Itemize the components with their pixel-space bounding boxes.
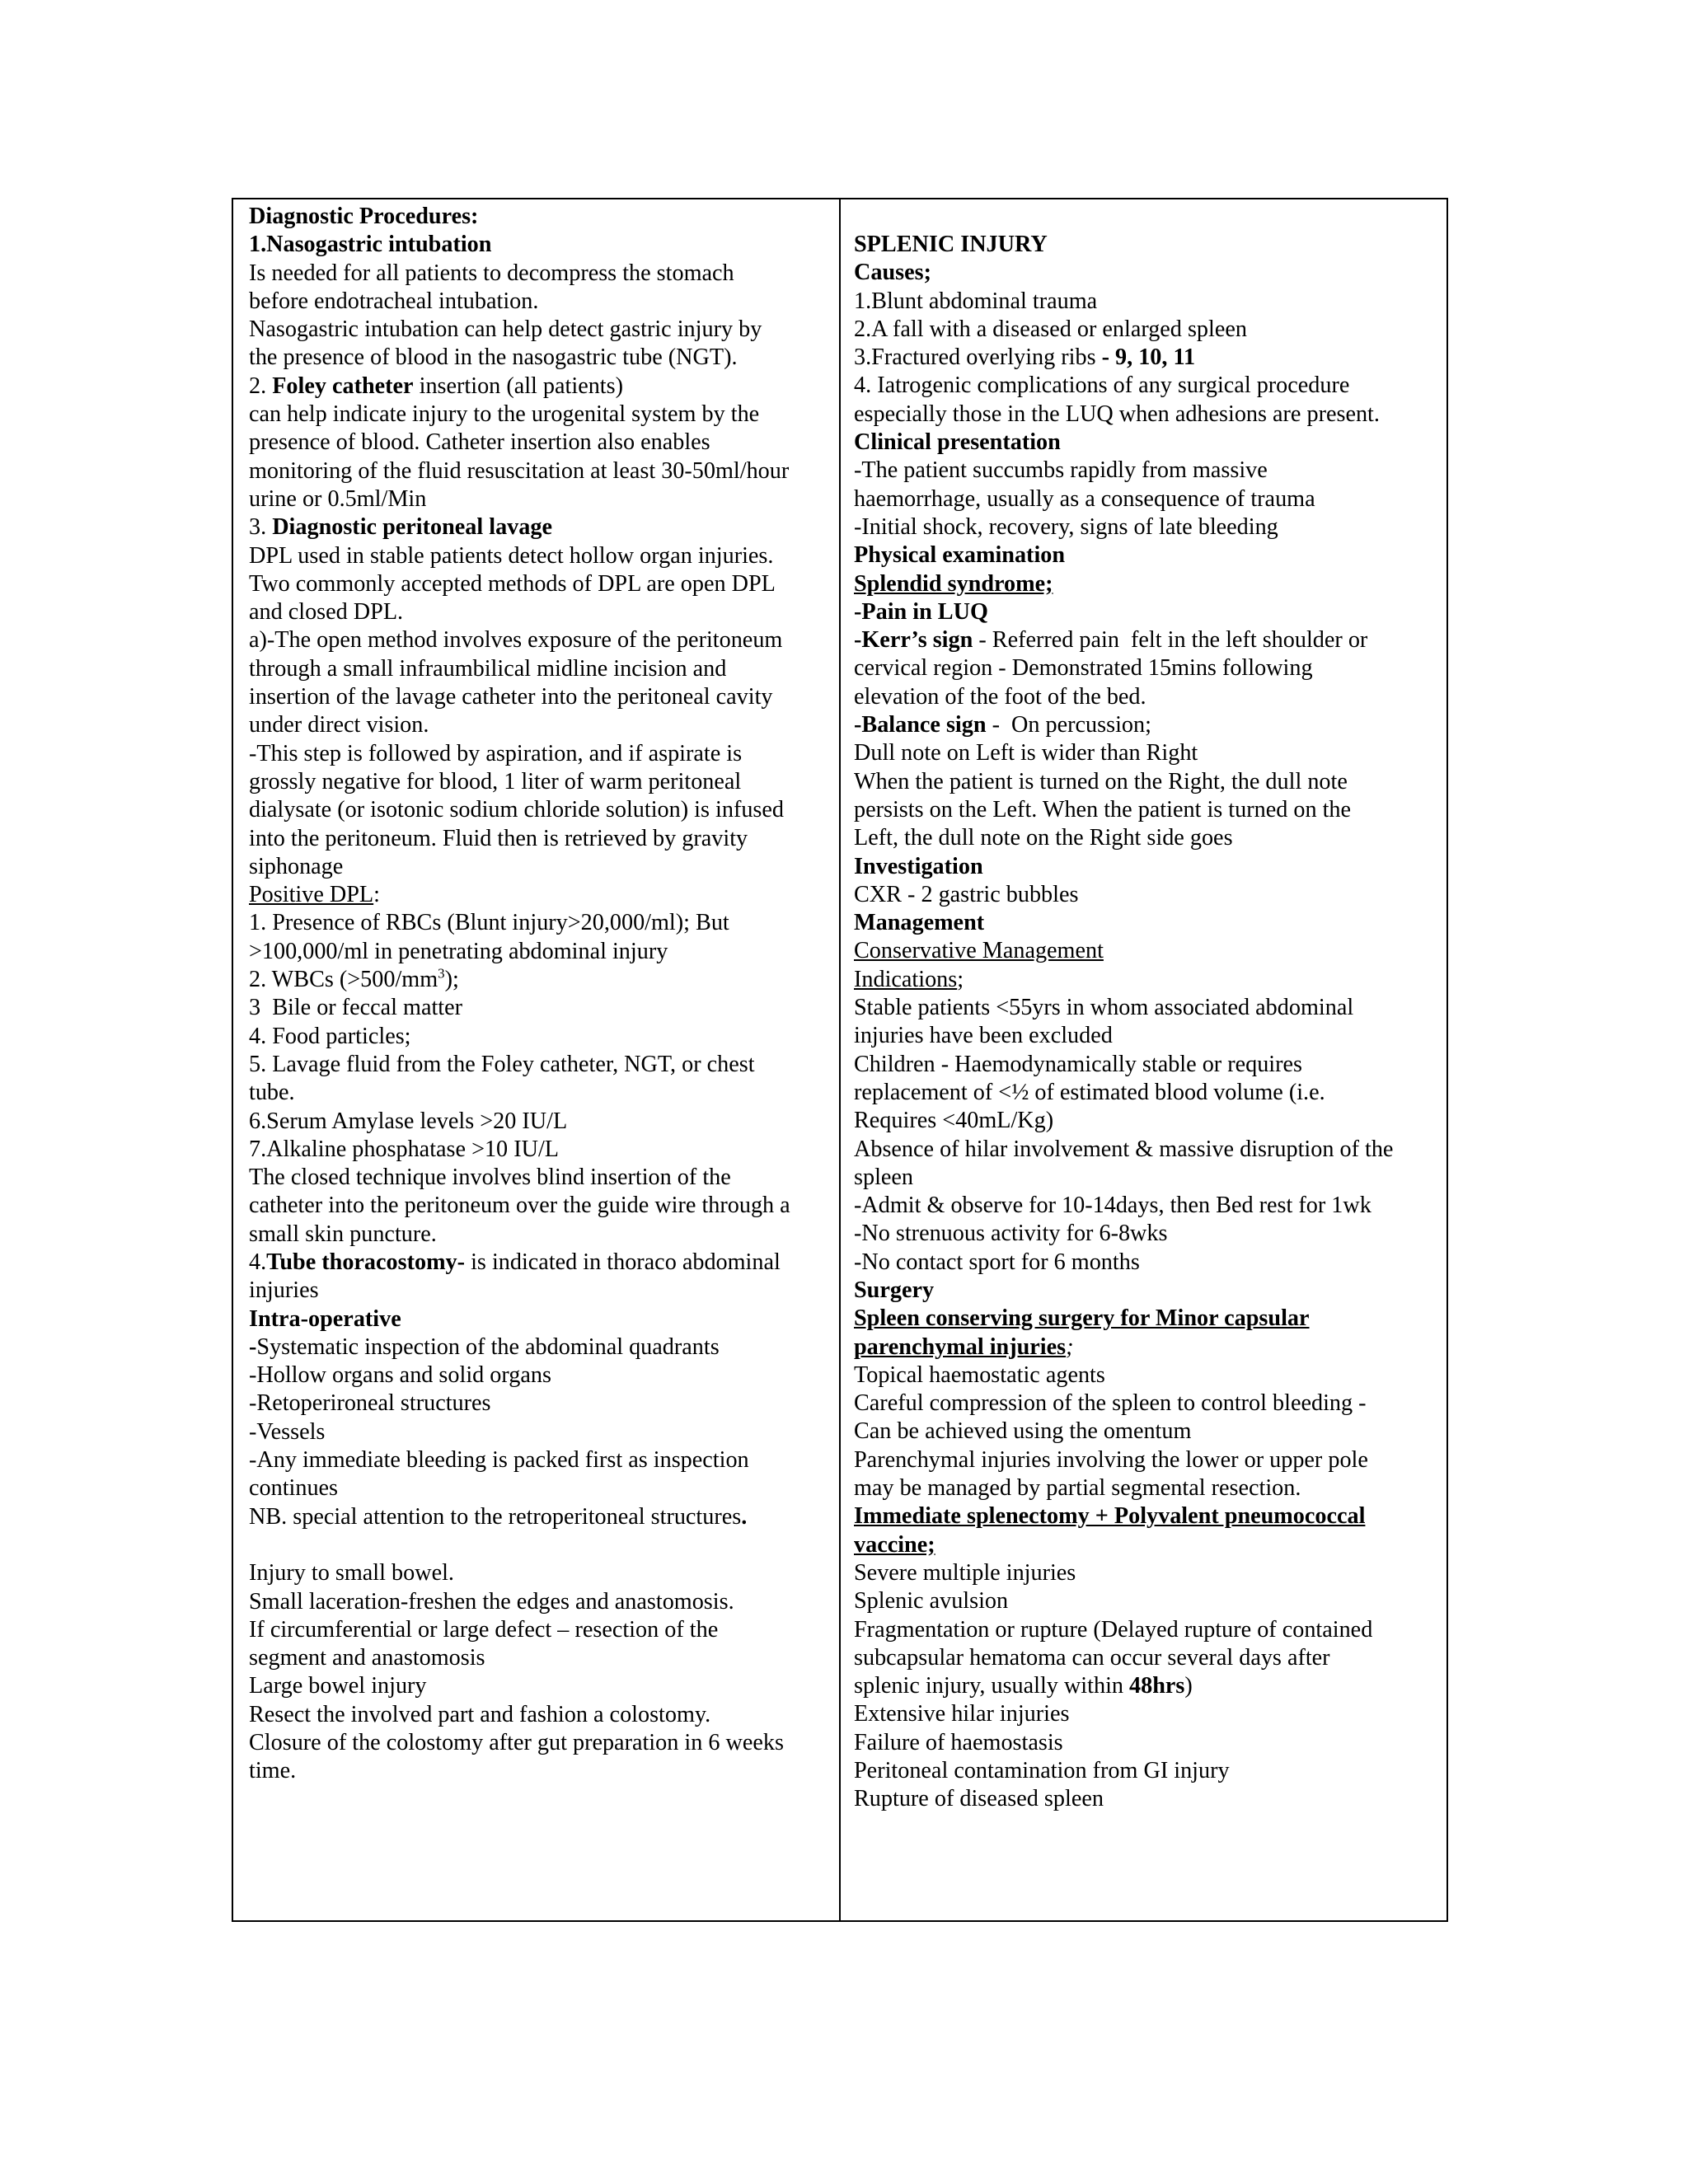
splenectomy-item: subcapsular hematoma can occur several days after <box>854 1644 1330 1671</box>
dpl-text: grossly negative for blood, 1 liter of warm peritoneal <box>249 768 742 794</box>
cause-item: 3.Fractured overlying ribs - 9, 10, 11 <box>854 344 1196 371</box>
bowel-injury-text: If circumferential or large defect – resection of the <box>249 1616 719 1643</box>
dpl-text: insertion of the lavage catheter into the peritoneal cavity <box>249 684 773 710</box>
ngt-text: Nasogastric intubation can help detect gastric injury by <box>249 316 762 343</box>
bowel-injury-text: segment and anastomosis <box>249 1645 485 1671</box>
dpl-text: through a small infraumbilical midline incision and <box>249 655 727 682</box>
balance-sign-text: Left, the dull note on the Right side goes <box>854 825 1233 851</box>
surgery-item: may be managed by partial segmental resection. <box>854 1475 1301 1502</box>
diagnostic-procedures-heading: Diagnostic Procedures: <box>249 204 479 229</box>
dpl-heading: 3. Diagnostic peritoneal lavage <box>249 514 552 541</box>
intra-operative-item: -Systematic inspection of the abdominal quadrants <box>249 1333 720 1360</box>
pain-item: -Pain in LUQ <box>854 598 988 625</box>
foley-text: monitoring of the fluid resuscitation at least 30-50ml/hour <box>249 457 790 484</box>
management-item: Requires <40mL/Kg) <box>854 1108 1054 1134</box>
clinical-presentation-heading: Clinical presentation <box>854 429 1061 456</box>
management-item: injuries have been excluded <box>854 1023 1113 1049</box>
bowel-injury-text: Large bowel injury <box>249 1673 427 1699</box>
intra-operative-item: -Retoperironeal structures <box>249 1390 491 1417</box>
cause-item: especially those in the LUQ when adhesions are present. <box>854 401 1380 427</box>
clinical-item: -Initial shock, recovery, signs of late bleeding <box>854 513 1278 540</box>
spleen-conserving-heading: Spleen conserving surgery for Minor capsular <box>854 1305 1310 1332</box>
surgery-heading: Surgery <box>854 1277 935 1303</box>
positive-dpl-item: 6.Serum Amylase levels >20 IU/L <box>249 1108 568 1134</box>
two-column-table <box>232 198 1448 1922</box>
dpl-text: -This step is followed by aspiration, and if aspirate is <box>249 740 743 766</box>
surgery-item: Careful compression of the spleen to control bleeding - <box>854 1390 1367 1417</box>
bowel-injury-text: Small laceration-freshen the edges and anastomosis. <box>249 1588 734 1615</box>
foley-text: urine or 0.5ml/Min <box>249 485 427 512</box>
balance-sign: -Balance sign - On percussion; <box>854 712 1151 738</box>
splenectomy-item: Extensive hilar injuries <box>854 1701 1070 1727</box>
kerr-sign-text: cervical region - Demonstrated 15mins following <box>854 655 1313 682</box>
kerr-sign: -Kerr’s sign - Referred pain felt in the left shoulder or <box>854 627 1368 654</box>
management-item: -No strenuous activity for 6-8wks <box>854 1221 1168 1247</box>
closed-dpl-text: The closed technique involves blind insertion of the <box>249 1165 731 1191</box>
surgery-item: Can be achieved using the omentum <box>854 1418 1192 1445</box>
ngt-text: before endotracheal intubation. <box>249 288 539 314</box>
splenectomy-heading: vaccine; <box>854 1531 935 1558</box>
indications-heading: Indications; <box>854 966 964 992</box>
management-item: Stable patients <55yrs in whom associated abdominal <box>854 995 1354 1021</box>
surgery-item: Parenchymal injuries involving the lower or upper pole <box>854 1446 1368 1473</box>
positive-dpl-item: tube. <box>249 1080 295 1106</box>
positive-dpl-heading: Positive DPL: <box>249 882 380 908</box>
closed-dpl-text: small skin puncture. <box>249 1221 437 1247</box>
cause-item: 4. Iatrogenic complications of any surgical procedure <box>854 373 1350 399</box>
positive-dpl-item: 2. WBCs $(>500/mm^3)$; <box>249 965 459 993</box>
splenectomy-item: Rupture of diseased spleen <box>854 1786 1104 1812</box>
investigation-item: CXR - 2 gastric bubbles <box>854 881 1079 907</box>
splenectomy-item: Severe multiple injuries <box>854 1559 1076 1586</box>
bowel-injury-text: Closure of the colostomy after gut preparation in 6 weeks <box>249 1730 784 1756</box>
ngt-text: Is needed for all patients to decompress the stomach <box>249 260 734 286</box>
dpl-text: and closed DPL. <box>249 599 404 626</box>
splendid-syndrome-heading: Splendid syndrome; <box>854 570 1053 597</box>
clinical-item: -The patient succumbs rapidly from massive <box>854 457 1268 484</box>
ngt-text: the presence of blood in the nasogastric tube (NGT). <box>249 344 738 371</box>
tube-thoracostomy-text: injuries <box>249 1277 319 1304</box>
management-item: spleen <box>854 1164 914 1190</box>
balance-sign-text: When the patient is turned on the Right, the dull note <box>854 768 1348 794</box>
dpl-text: under direct vision. <box>249 712 429 738</box>
balance-sign-text: persists on the Left. When the patient is turned on the <box>854 796 1352 823</box>
investigation-heading: Investigation <box>854 853 983 879</box>
ngt-heading: 1.Nasogastric intubation <box>249 232 492 258</box>
splenectomy-item: Splenic avulsion <box>854 1588 1009 1615</box>
foley-heading: 2. Foley catheter insertion (all patients) <box>249 373 623 399</box>
clinical-item: haemorrhage, usually as a consequence of trauma <box>854 485 1315 512</box>
management-item: -No contact sport for 6 months <box>854 1249 1140 1275</box>
conservative-management-heading: Conservative Management <box>854 938 1104 964</box>
balance-sign-text: Dull note on Left is wider than Right <box>854 740 1198 766</box>
kerr-sign-text: elevation of the foot of the bed. <box>854 683 1146 710</box>
intra-operative-heading: Intra-operative <box>249 1305 401 1332</box>
intra-operative-item: -Hollow organs and solid organs <box>249 1362 551 1389</box>
dpl-text: siphonage <box>249 853 344 879</box>
surgery-item: Topical haemostatic agents <box>854 1361 1105 1388</box>
splenectomy-item: Fragmentation or rupture (Delayed rupture of contained <box>854 1616 1373 1643</box>
management-item: Absence of hilar involvement & massive disruption of the <box>854 1136 1394 1162</box>
splenectomy-item: Peritoneal contamination from GI injury <box>854 1758 1230 1784</box>
positive-dpl-item: >100,000/ml in penetrating abdominal injury <box>249 938 668 964</box>
bowel-injury-text: Resect the involved part and fashion a colostomy. <box>249 1701 711 1727</box>
physical-examination-heading: Physical examination <box>854 542 1066 569</box>
cause-item: 2.A fall with a diseased or enlarged spleen <box>854 316 1247 342</box>
dpl-text: a)-The open method involves exposure of the peritoneum <box>249 627 783 654</box>
management-item: replacement of <½ of estimated blood volume (i.e. <box>854 1079 1325 1105</box>
splenectomy-item: Failure of haemostasis <box>854 1729 1063 1755</box>
positive-dpl-item: 5. Lavage fluid from the Foley catheter, NGT, or chest <box>249 1051 755 1077</box>
intra-operative-item: -Vessels <box>249 1418 326 1445</box>
right-column <box>841 199 1447 1920</box>
intra-operative-item: continues <box>249 1475 339 1502</box>
splenectomy-item: splenic injury, usually within 48hrs) <box>854 1673 1193 1699</box>
positive-dpl-item: 3 Bile or feccal matter <box>249 995 463 1021</box>
bowel-injury-text: time. <box>249 1758 297 1784</box>
positive-dpl-item: 1. Presence of RBCs (Blunt injury>20,000/ml); But <box>249 910 729 936</box>
dpl-text: Two commonly accepted methods of DPL are open DPL <box>249 570 776 597</box>
closed-dpl-text: catheter into the peritoneum over the guide wire through a <box>249 1193 790 1219</box>
dpl-text: into the peritoneum. Fluid then is retrieved by gravity <box>249 825 748 851</box>
blank-line <box>249 1531 828 1559</box>
left-column <box>233 199 841 1920</box>
bowel-injury-text: Injury to small bowel. <box>249 1560 454 1586</box>
foley-text: can help indicate injury to the urogenital system by the <box>249 401 760 428</box>
positive-dpl-item: 7.Alkaline phosphatase >10 IU/L <box>249 1136 559 1162</box>
management-item: -Admit & observe for 10-14days, then Bed rest for 1wk <box>854 1193 1372 1219</box>
cause-item: 1.Blunt abdominal trauma <box>854 288 1098 314</box>
causes-heading: Causes; <box>854 260 931 286</box>
spleen-conserving-heading: parenchymal injuries; <box>854 1333 1074 1360</box>
management-item: Children - Haemodynamically stable or requires <box>854 1051 1302 1077</box>
intra-operative-item: -Any immediate bleeding is packed first as inspection <box>249 1447 749 1474</box>
dpl-text: DPL used in stable patients detect hollow organ injuries. <box>249 542 774 569</box>
dpl-text: dialysate (or isotonic sodium chloride solution) is infused <box>249 797 785 823</box>
tube-thoracostomy-text: 4.Tube thoracostomy- is indicated in thoraco abdominal <box>249 1249 781 1275</box>
positive-dpl-item: 4. Food particles; <box>249 1023 411 1049</box>
splenic-injury-title: SPLENIC INJURY <box>854 232 1048 257</box>
management-heading: Management <box>854 910 985 936</box>
intra-operative-note: NB. special attention to the retroperitoneal structures. <box>249 1503 748 1530</box>
foley-text: presence of blood. Catheter insertion also enables <box>249 429 710 456</box>
splenectomy-heading: Immediate splenectomy + Polyvalent pneumococcal <box>854 1503 1366 1530</box>
